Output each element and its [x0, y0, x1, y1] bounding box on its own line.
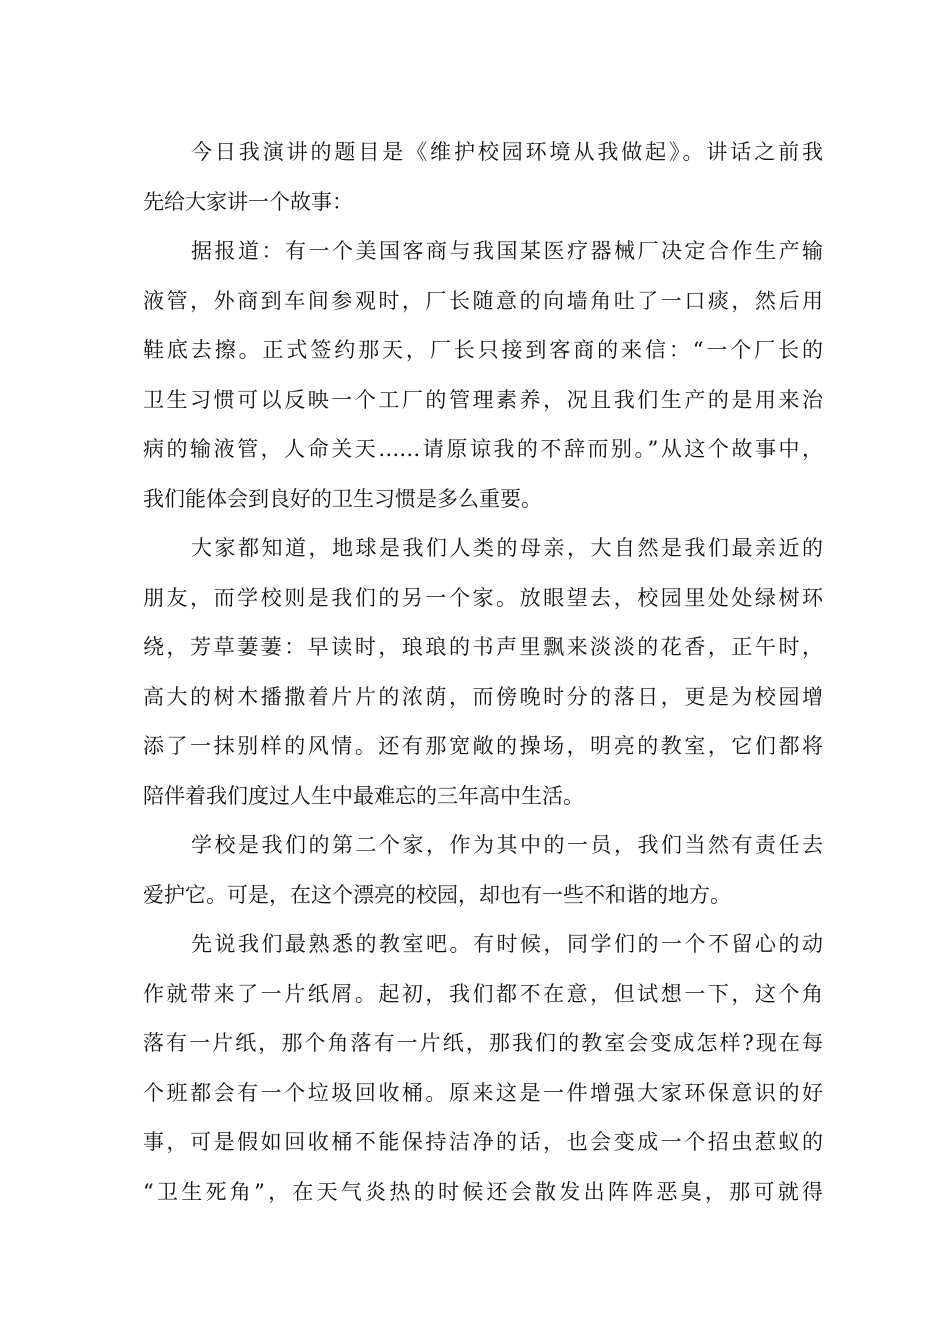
paragraph-line: 事，可是假如回收桶不能保持洁净的话，也会变成一个招虫惹蚁的 [143, 1130, 823, 1154]
paragraph-line: 先说我们最熟悉的教室吧。有时候，同学们的一个不留心的动 [191, 932, 823, 956]
paragraph-line: 落有一片纸，那个角落有一片纸，那我们的教室会变成怎样?现在每 [143, 1031, 823, 1055]
paragraph-line: 鞋底去擦。正式签约那天，厂长只接到客商的来信：“一个厂长的 [143, 338, 823, 362]
paragraph-line: 据报道：有一个美国客商与我国某医疗器械厂决定合作生产输 [191, 239, 823, 263]
paragraph-line: 先给大家讲一个故事： [143, 189, 353, 214]
paragraph-line: 绕，芳草萋萋：早读时，琅琅的书声里飘来淡淡的花香，正午时， [143, 635, 823, 659]
paragraph-line: 爱护它。可是，在这个漂亮的校园，却也有一些不和谐的地方。 [143, 882, 731, 907]
paragraph-line: 个班都会有一个垃圾回收桶。原来这是一件增强大家环保意识的好 [143, 1080, 823, 1105]
paragraph-line: 卫生习惯可以反映一个工厂的管理素养，况且我们生产的是用来治 [143, 387, 823, 412]
paragraph-line: 病的输液管，人命关天……请原谅我的不辞而别。”从这个故事中， [143, 437, 823, 461]
paragraph-line: 我们能体会到良好的卫生习惯是多么重要。 [143, 486, 542, 511]
paragraph-line: 高大的树木播撒着片片的浓荫，而傍晚时分的落日，更是为校园增 [143, 684, 823, 709]
paragraph-line: 今日我演讲的题目是《维护校园环境从我做起》。讲话之前我 [191, 140, 823, 164]
paragraph-line: 陪伴着我们度过人生中最难忘的三年高中生活。 [143, 783, 584, 808]
paragraph-line: “卫生死角”，在天气炎热的时候还会散发出阵阵恶臭，那可就得 [143, 1179, 823, 1204]
paragraph-line: 作就带来了一片纸屑。起初，我们都不在意，但试想一下，这个角 [143, 981, 823, 1006]
paragraph-line: 添了一抹别样的风情。还有那宽敞的操场，明亮的教室，它们都将 [143, 734, 823, 758]
paragraph-line: 朋友，而学校则是我们的另一个家。放眼望去，校园里处处绿树环 [143, 585, 823, 610]
paragraph-line: 液管，外商到车间参观时，厂长随意的向墙角吐了一口痰，然后用 [143, 288, 823, 313]
paragraph-line: 大家都知道，地球是我们人类的母亲，大自然是我们最亲近的 [191, 536, 823, 560]
paragraph-line: 学校是我们的第二个家，作为其中的一员，我们当然有责任去 [191, 833, 823, 857]
document-body [143, 134, 823, 1223]
